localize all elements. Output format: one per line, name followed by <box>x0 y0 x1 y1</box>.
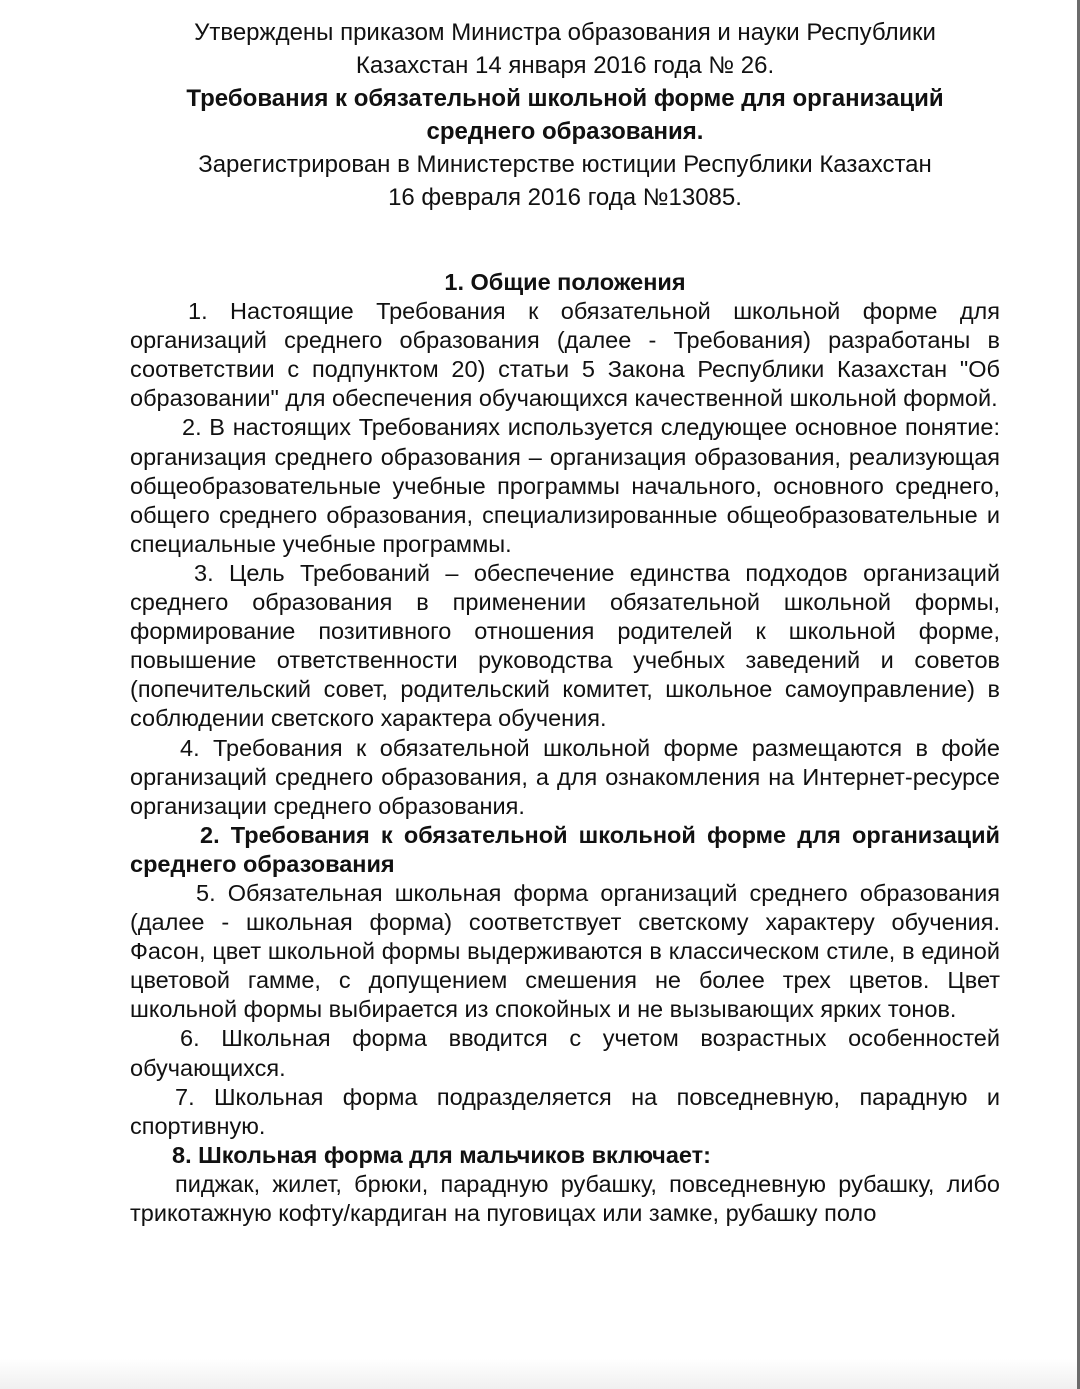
paragraph-1: 1. Настоящие Требования к обязательной школьной форме для организаций среднего образования (далее - Требования) разработаны в соответствии с подпунктом 20) статьи 5 Закона Республики Казахстан "Об образовании" для обеспечения обучающихся качественной школьной формой. <box>130 298 1000 412</box>
approval-line-2: Казахстан 14 января 2016 года № 26. <box>355 52 775 79</box>
section-2-heading: 2. Требования к обязательной школьной форме для организаций среднего образования <box>130 821 1000 877</box>
paragraph-2: 2. В настоящих Требованиях используется следующее основное понятие: организация среднего образования – организация образования, реализующая общеобразовательные учебные программы начального, основного среднего, общего среднего образования, специализированные общеобразовательные и специальные учебные программы. <box>130 414 1000 557</box>
paragraph-8-heading: 8. Школьная форма для мальчиков включает: <box>172 1141 711 1168</box>
paragraph-8-text: пиджак, жилет, брюки, парадную рубашку, повседневную рубашку, либо трикотажную кофту/кардиган на пуговицах или замке, рубашку поло <box>130 1170 1000 1226</box>
approval-line-1: Утверждены приказом Министра образования и науки Республики <box>194 19 936 46</box>
registration-line-2: 16 февраля 2016 года №13085. <box>388 184 742 211</box>
document-title-line-2: среднего образования. <box>426 118 704 145</box>
paragraph-7: 7. Школьная форма подразделяется на повседневную, парадную и спортивную. <box>130 1083 1000 1139</box>
registration-line-1: Зарегистрирован в Министерстве юстиции Республики Казахстан <box>198 151 932 178</box>
paragraph-5: 5. Обязательная школьная форма организаций среднего образования (далее - школьная форма) соответствует светскому характеру обучения. Фасон, цвет школьной формы выдерживаются в классическом стиле, в единой цветовой гамме, с допущением смешения не более трех цветов. Цвет школьной формы выбирается из спокойных и не вызывающих ярких тонов. <box>130 879 1000 1023</box>
paragraph-6: 6. Школьная форма вводится с учетом возрастных особенностей обучающихся. <box>130 1025 1000 1081</box>
document-body <box>130 268 1000 1228</box>
section-1-heading: 1. Общие положения <box>444 269 686 295</box>
document-header <box>130 16 1000 214</box>
document-title-line-1: Требования к обязательной школьной форме для организаций <box>186 85 944 112</box>
paragraph-3: 3. Цель Требований – обеспечение единства подходов организаций среднего образования в применении обязательной школьной формы, формирование позитивного отношения родителей к школьной форме, повышение ответственности руководства учебных заведений и советов (попечительский совет, родительский комитет, школьное самоуправление) в соблюдении светского характера обучения. <box>130 559 1000 732</box>
paragraph-4: 4. Требования к обязательной школьной форме размещаются в фойе организаций среднего образования, а для ознакомления на Интернет-ресурсе организации среднего образования. <box>130 734 1000 819</box>
page-bottom-shadow <box>0 1359 1077 1389</box>
